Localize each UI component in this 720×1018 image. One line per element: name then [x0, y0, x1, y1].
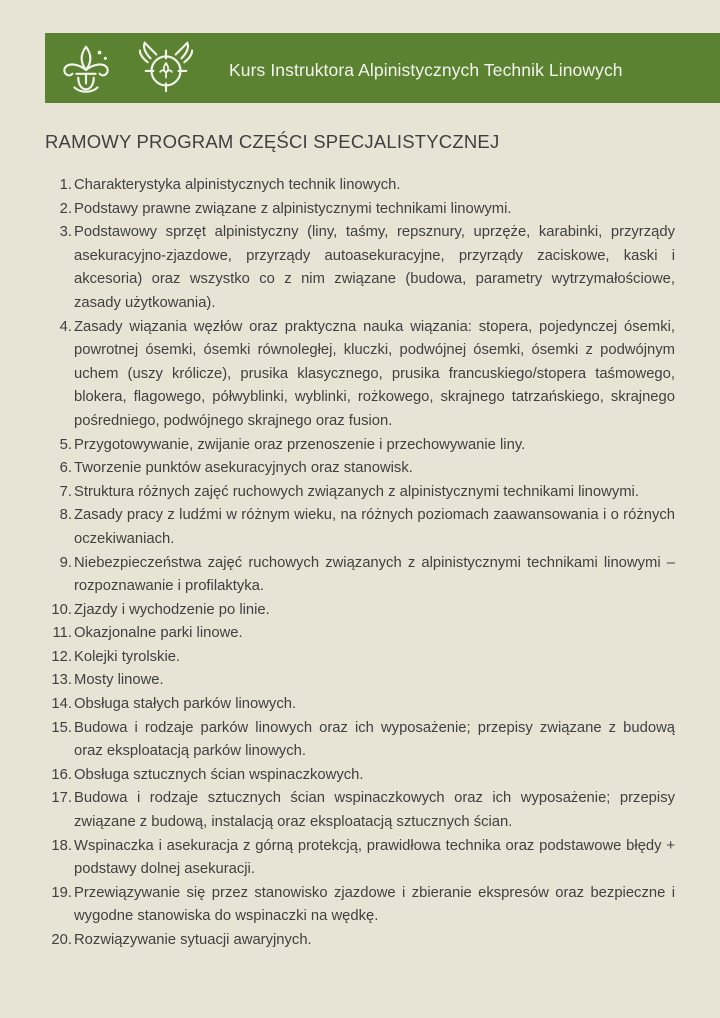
page-title: RAMOWY PROGRAM CZĘŚCI SPECJALISTYCZNEJ	[45, 131, 500, 152]
program-item	[45, 504, 675, 551]
program-item	[45, 646, 675, 670]
program-item	[45, 174, 675, 198]
program-item	[45, 835, 675, 882]
program-item-text: Rozwiązywanie sytuacji awaryjnych.	[74, 932, 312, 948]
header-banner	[45, 33, 720, 103]
program-item-text: Obsługa sztucznych ścian wspinaczkowych.	[74, 766, 364, 783]
program-item-number: 19.	[51, 884, 72, 901]
program-item-number: 5.	[59, 436, 72, 453]
program-item	[45, 929, 675, 953]
program-item	[45, 481, 675, 505]
program-item-number: 14.	[51, 696, 72, 713]
program-item	[45, 457, 675, 481]
program-item-text: Podstawowy sprzęt alpinistyczny (liny, taśmy, repsznury, uprzęże, karabinki, przyrządy asekuracyjno-zjazdowe, przyrządy autoasekuracyjne, przyrządy zaciskowe, kaski i akcesoria) oraz wszystko co z nim związane (budowa, parametry wytrzymałościowe, zasady użytkowania).	[74, 224, 675, 311]
program-item-number: 4.	[59, 318, 72, 335]
program-item	[45, 717, 675, 764]
program-item-number: 1.	[59, 177, 72, 193]
program-item-text: Charakterystyka alpinistycznych technik linowych.	[74, 177, 401, 193]
program-item-text: Niebezpieczeństwa zajęć ruchowych związanych z alpinistycznymi technikami linowymi – rozpoznawanie i profilaktyka.	[74, 554, 675, 595]
program-item-text: Struktura różnych zajęć ruchowych związanych z alpinistycznymi technikami linowymi.	[74, 483, 639, 500]
program-item	[45, 693, 675, 717]
program-item-text: Wspinaczka i asekuracja z górną protekcją, prawidłowa technika oraz podstawowe błędy + podstawy dolnej asekuracji.	[74, 837, 675, 878]
program-item-text: Przewiązywanie się przez stanowisko zjazdowe i zbieranie ekspresów oraz bezpieczne i wygodne stanowiska do wspinaczki na wędkę.	[74, 884, 675, 925]
program-item-number: 9.	[59, 554, 72, 571]
program-item-number: 7.	[59, 483, 72, 500]
header-title: Kurs Instruktora Alpinistycznych Technik Linowych	[229, 60, 623, 80]
program-item	[45, 221, 675, 315]
program-item	[45, 787, 675, 834]
program-item	[45, 434, 675, 458]
program-item-number: 18.	[51, 837, 72, 854]
program-item	[45, 198, 675, 222]
program-item-number: 8.	[59, 507, 72, 524]
program-item-text: Zjazdy i wychodzenie po linie.	[74, 601, 270, 618]
program-item-text: Okazjonalne parki linowe.	[74, 625, 243, 642]
program-item-number: 16.	[51, 766, 72, 783]
program-item-number: 15.	[51, 719, 72, 736]
program-item	[45, 669, 675, 693]
program-item	[45, 552, 675, 599]
winged-target-logo	[137, 39, 195, 97]
program-item-number: 12.	[51, 648, 72, 665]
program-item-number: 10.	[51, 601, 72, 618]
program-item	[45, 764, 675, 788]
program-item-text: Budowa i rodzaje parków linowych oraz ich wyposażenie; przepisy związane z budową oraz eksploatacją parków linowych.	[74, 719, 675, 760]
program-item-number: 6.	[59, 460, 72, 477]
program-item-number: 13.	[51, 672, 72, 689]
program-item	[45, 882, 675, 929]
program-item-number: 20.	[51, 932, 72, 948]
program-item-number: 3.	[59, 224, 72, 241]
program-item-text: Kolejki tyrolskie.	[74, 648, 181, 665]
fleur-de-lis-logo	[57, 39, 115, 97]
program-item-text: Przygotowywanie, zwijanie oraz przenoszenie i przechowywanie liny.	[74, 436, 526, 453]
program-item-number: 17.	[51, 790, 72, 807]
program-item-text: Zasady pracy z ludźmi w różnym wieku, na różnych poziomach zaawansowania i o różnych oczekiwaniach.	[74, 507, 675, 547]
program-item-number: 2.	[59, 200, 72, 217]
program-item-text: Budowa i rodzaje sztucznych ścian wspinaczkowych oraz ich wyposażenie; przepisy związane z budową, instalacją oraz eksploatacją sztucznych ścian.	[74, 790, 675, 831]
program-item-text: Mosty linowe.	[74, 672, 164, 689]
program-item-text: Podstawy prawne związane z alpinistycznymi technikami linowymi.	[74, 200, 512, 217]
program-item-number: 11.	[52, 625, 72, 642]
program-item	[45, 622, 675, 646]
program-item	[45, 599, 675, 623]
program-item	[45, 316, 675, 434]
program-item-text: Obsługa stałych parków linowych.	[74, 696, 297, 713]
program-item-text: Tworzenie punktów asekuracyjnych oraz stanowisk.	[74, 460, 413, 477]
program-item-text: Zasady wiązania węzłów oraz praktyczna nauka wiązania: stopera, pojedynczej ósemki, powrotnej ósemki, ósemki równoległej, kluczki, podwójnej ósemki, ósemki z podwójnym uchem (uszy królicze), prusika klasycznego, prusika francuskiego/stopera taśmowego, blokera, flagowego, półwyblinki, wyblinki, rożkowego, skrajnego tatrzańskiego, skrajnego pośredniego, podwójnego skrajnego oraz fusion.	[74, 318, 675, 429]
program-list	[45, 174, 675, 953]
